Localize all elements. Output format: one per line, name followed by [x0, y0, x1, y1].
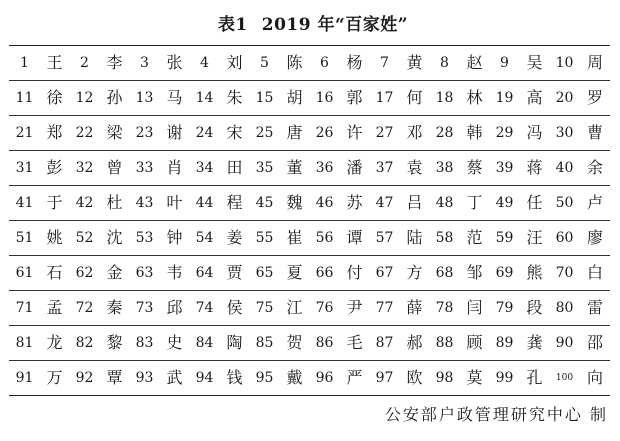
rank-number: 77: [375, 300, 394, 316]
surname: 罗: [586, 88, 603, 107]
surname: 姚: [46, 228, 63, 247]
rank-number: 74: [195, 300, 214, 316]
surname: 毛: [346, 333, 363, 352]
surname: 梁: [106, 123, 123, 142]
surname: 孔: [526, 368, 543, 387]
surname: 彭: [46, 158, 63, 177]
surname: 程: [226, 193, 243, 212]
rank-number: 45: [255, 195, 274, 211]
table-row: [9, 116, 610, 151]
surname: 吕: [406, 193, 423, 212]
rank-number: 62: [75, 265, 94, 281]
rank-number: 53: [135, 230, 154, 246]
rank-number: 97: [375, 370, 394, 386]
rank-number: 54: [195, 230, 214, 246]
table-caption: 2019 年“百家姓”: [261, 15, 409, 35]
table-row: [9, 326, 610, 361]
rank-number: 24: [195, 125, 214, 141]
surname: 王: [46, 53, 63, 72]
rank-number: 6: [320, 55, 329, 71]
surname: 沈: [106, 228, 123, 247]
surname: 侯: [226, 298, 243, 317]
surname: 田: [226, 158, 243, 177]
surname: 江: [286, 298, 303, 317]
rank-number: 76: [315, 300, 334, 316]
rank-number: 50: [555, 195, 574, 211]
surname: 余: [586, 158, 603, 177]
rank-number: 30: [555, 125, 574, 141]
surname: 欧: [406, 368, 423, 387]
rank-number: 83: [135, 335, 154, 351]
table-row: [9, 361, 610, 396]
rank-number: 44: [195, 195, 214, 211]
surname: 姜: [226, 228, 243, 247]
surname: 刘: [226, 53, 243, 72]
surname: 许: [346, 123, 363, 142]
rank-number: 34: [195, 160, 214, 176]
surname: 方: [406, 263, 423, 282]
rank-number: 43: [135, 195, 154, 211]
rank-number: 2: [80, 55, 89, 71]
surname: 廖: [586, 228, 603, 247]
surname: 雷: [586, 298, 603, 317]
table-row: [9, 256, 610, 291]
rank-number: 90: [555, 335, 574, 351]
rank-number: 42: [75, 195, 94, 211]
table-row: [9, 81, 610, 116]
surname: 邱: [166, 298, 183, 317]
rank-number: 13: [135, 90, 154, 106]
table-row: [9, 46, 610, 81]
surname: 冯: [526, 123, 543, 142]
surname: 戴: [286, 368, 303, 387]
rank-number: 92: [75, 370, 94, 386]
surname: 吴: [526, 53, 543, 72]
surname: 蔡: [466, 158, 483, 177]
table-row: [9, 221, 610, 256]
surname: 郑: [46, 123, 63, 142]
rank-number: 69: [495, 265, 514, 281]
rank-number: 47: [375, 195, 394, 211]
rank-number: 28: [435, 125, 454, 141]
surname: 汪: [526, 228, 543, 247]
surname: 万: [46, 368, 63, 387]
rank-number: 61: [15, 265, 34, 281]
surname: 邵: [586, 333, 603, 352]
surname: 崔: [286, 228, 303, 247]
rank-number: 52: [75, 230, 94, 246]
surname: 金: [106, 263, 123, 282]
rank-number: 95: [255, 370, 274, 386]
surname: 邓: [406, 123, 423, 142]
rank-number: 7: [380, 55, 389, 71]
rank-number: 38: [435, 160, 454, 176]
surname: 孟: [46, 298, 63, 317]
rank-number: 55: [255, 230, 274, 246]
rank-number: 66: [315, 265, 334, 281]
rank-number: 49: [495, 195, 514, 211]
table-number: 表1: [217, 15, 248, 35]
surname: 陈: [286, 53, 303, 72]
table-title: [0, 10, 620, 35]
surname: 钱: [226, 368, 243, 387]
rank-number: 41: [15, 195, 34, 211]
surname: 黎: [106, 333, 123, 352]
rank-number: 94: [195, 370, 214, 386]
surname: 段: [526, 298, 543, 317]
rank-number: 9: [500, 55, 509, 71]
rank-number: 46: [315, 195, 334, 211]
surname: 唐: [286, 123, 303, 142]
rank-number: 75: [255, 300, 274, 316]
rank-number: 72: [75, 300, 94, 316]
rank-number: 85: [255, 335, 274, 351]
surname: 熊: [526, 263, 543, 282]
surname: 闫: [466, 298, 483, 317]
surname: 陶: [226, 333, 243, 352]
rank-number: 20: [555, 90, 574, 106]
surname: 邹: [466, 263, 483, 282]
rank-number: 26: [315, 125, 334, 141]
rank-number: 5: [260, 55, 269, 71]
rank-number: 58: [435, 230, 454, 246]
rank-number: 51: [15, 230, 34, 246]
surname: 薛: [406, 298, 423, 317]
rank-number: 19: [495, 90, 514, 106]
rank-number: 10: [555, 55, 574, 71]
rank-number: 31: [15, 160, 34, 176]
surname: 钟: [166, 228, 183, 247]
rank-number: 35: [255, 160, 274, 176]
surname: 尹: [346, 298, 363, 317]
rank-number: 65: [255, 265, 274, 281]
rank-number: 56: [315, 230, 334, 246]
rank-number: 63: [135, 265, 154, 281]
surname: 马: [166, 88, 183, 107]
surname: 于: [46, 193, 63, 212]
surname: 向: [586, 368, 603, 387]
rank-number: 21: [15, 125, 34, 141]
surname: 何: [406, 88, 423, 107]
rank-number: 64: [195, 265, 214, 281]
surname: 宋: [226, 123, 243, 142]
rank-number: 73: [135, 300, 154, 316]
surname: 赵: [466, 53, 483, 72]
rank-number: 33: [135, 160, 154, 176]
surname: 高: [526, 88, 543, 107]
rank-number: 93: [135, 370, 154, 386]
rank-number: 25: [255, 125, 274, 141]
surname: 董: [286, 158, 303, 177]
rank-number: 71: [15, 300, 34, 316]
rank-number: 36: [315, 160, 334, 176]
rank-number: 80: [555, 300, 574, 316]
rank-number: 27: [375, 125, 394, 141]
rank-number: 37: [375, 160, 394, 176]
rank-number: 88: [435, 335, 454, 351]
surname: 秦: [106, 298, 123, 317]
surname: 魏: [286, 193, 303, 212]
surname: 付: [346, 263, 363, 282]
rank-number: 8: [440, 55, 449, 71]
surname: 范: [466, 228, 483, 247]
surname: 夏: [286, 263, 303, 282]
rank-number: 100: [555, 372, 574, 383]
surname: 曹: [586, 123, 603, 142]
rank-number: 3: [140, 55, 149, 71]
rank-number: 87: [375, 335, 394, 351]
surname: 黄: [406, 53, 423, 72]
surname: 胡: [286, 88, 303, 107]
surname: 严: [346, 368, 363, 387]
surname: 陆: [406, 228, 423, 247]
surname: 任: [526, 193, 543, 212]
surname: 莫: [466, 368, 483, 387]
surname: 潘: [346, 158, 363, 177]
rank-number: 4: [200, 55, 209, 71]
rank-number: 32: [75, 160, 94, 176]
surname: 贾: [226, 263, 243, 282]
source-credit: 公安部户政管理研究中心 制: [384, 405, 608, 424]
surname: 石: [46, 263, 63, 282]
surname: 徐: [46, 88, 63, 107]
rank-number: 99: [495, 370, 514, 386]
rank-number: 59: [495, 230, 514, 246]
rank-number: 89: [495, 335, 514, 351]
rank-number: 17: [375, 90, 394, 106]
surname: 袁: [406, 158, 423, 177]
table-row: [9, 291, 610, 326]
table-row: [9, 151, 610, 186]
rank-number: 98: [435, 370, 454, 386]
surname: 史: [166, 333, 183, 352]
surname: 覃: [106, 368, 123, 387]
surname: 张: [166, 53, 183, 72]
rank-number: 11: [15, 90, 34, 106]
rank-number: 29: [495, 125, 514, 141]
rank-number: 79: [495, 300, 514, 316]
surname: 李: [106, 53, 123, 72]
rank-number: 16: [315, 90, 334, 106]
rank-number: 48: [435, 195, 454, 211]
rank-number: 78: [435, 300, 454, 316]
surname: 叶: [166, 193, 183, 212]
surname: 贺: [286, 333, 303, 352]
surname: 林: [466, 88, 483, 107]
rank-number: 86: [315, 335, 334, 351]
rank-number: 82: [75, 335, 94, 351]
surname: 卢: [586, 193, 603, 212]
surname: 龙: [46, 333, 63, 352]
table-row: [9, 186, 610, 221]
rank-number: 57: [375, 230, 394, 246]
rank-number: 70: [555, 265, 574, 281]
rank-number: 12: [75, 90, 94, 106]
surname: 顾: [466, 333, 483, 352]
rank-number: 14: [195, 90, 214, 106]
surname-ranking-table: [9, 45, 610, 396]
surname: 蒋: [526, 158, 543, 177]
rank-number: 40: [555, 160, 574, 176]
rank-number: 91: [15, 370, 34, 386]
rank-number: 60: [555, 230, 574, 246]
rank-number: 22: [75, 125, 94, 141]
surname: 曾: [106, 158, 123, 177]
surname: 郭: [346, 88, 363, 107]
rank-number: 39: [495, 160, 514, 176]
surname: 孙: [106, 88, 123, 107]
rank-number: 15: [255, 90, 274, 106]
rank-number: 68: [435, 265, 454, 281]
surname: 郝: [406, 333, 423, 352]
surname: 谭: [346, 228, 363, 247]
rank-number: 1: [20, 55, 29, 71]
surname: 杜: [106, 193, 123, 212]
rank-number: 67: [375, 265, 394, 281]
surname: 武: [166, 368, 183, 387]
surname: 朱: [226, 88, 243, 107]
rank-number: 23: [135, 125, 154, 141]
rank-number: 84: [195, 335, 214, 351]
surname: 肖: [166, 158, 183, 177]
rank-number: 18: [435, 90, 454, 106]
surname: 杨: [346, 53, 363, 72]
surname: 韩: [466, 123, 483, 142]
surname: 丁: [466, 193, 483, 212]
surname: 苏: [346, 193, 363, 212]
surname: 谢: [166, 123, 183, 142]
surname: 白: [586, 263, 603, 282]
surname: 韦: [166, 263, 183, 282]
rank-number: 81: [15, 335, 34, 351]
surname: 周: [586, 53, 603, 72]
rank-number: 96: [315, 370, 334, 386]
surname: 龚: [526, 333, 543, 352]
